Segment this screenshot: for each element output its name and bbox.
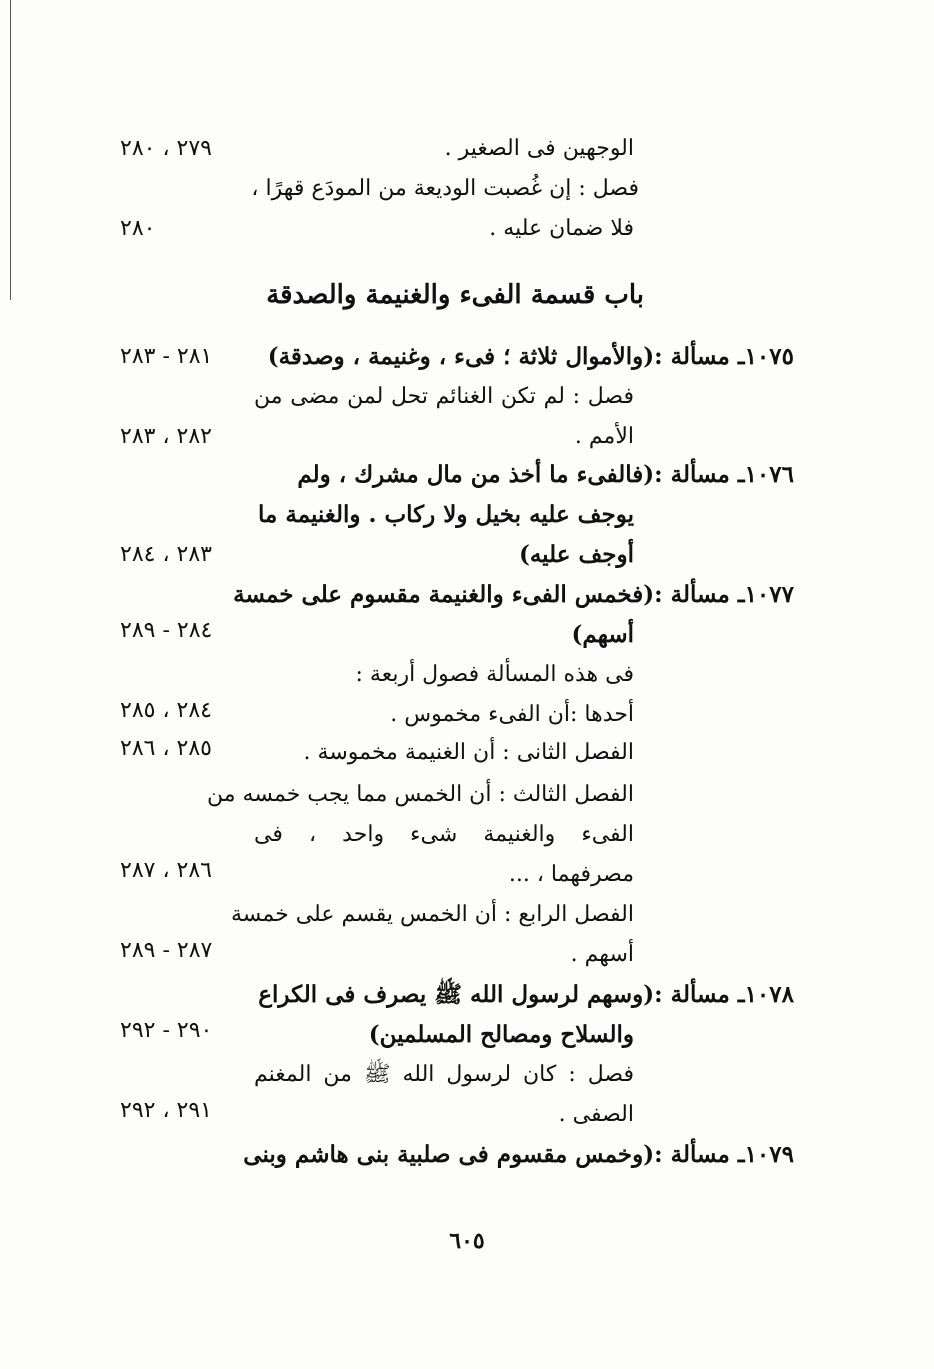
entry-line: فلا ضمان عليه . bbox=[489, 216, 634, 241]
entry-line: الفصل الرابع : أن الخمس يقسم على خمسة bbox=[230, 902, 634, 927]
entry-line: يوجف عليه بخيل ولا ركاب . والغنيمة ما bbox=[258, 501, 634, 528]
masala-text: (فالفىء ما أخذ من مال مشرك ، ولم bbox=[297, 461, 655, 488]
page-reference: ٢٨١ - ٢٨٣ bbox=[120, 344, 213, 369]
masala-number: ١٠٧٥ـ مسألة : bbox=[654, 343, 794, 370]
masala-entry bbox=[294, 456, 794, 494]
entry-line: والسلاح ومصالح المسلمين) bbox=[368, 1021, 634, 1048]
masala-text: (فخمس الفىء والغنيمة مقسوم على خمسة bbox=[233, 581, 655, 608]
masala-entry bbox=[258, 976, 794, 1014]
entry-line: الفصل الثانى : أن الغنيمة مخموسة . bbox=[303, 740, 634, 765]
masala-entry bbox=[267, 338, 794, 376]
entry-line: فى هذه المسألة فصول أربعة : bbox=[355, 662, 634, 687]
page-reference: ٢٨٢ ، ٢٨٣ bbox=[120, 424, 212, 449]
entry-line: الأمم . bbox=[574, 424, 634, 449]
masala-number: ١٠٧٩ـ مسألة : bbox=[654, 1141, 794, 1168]
page-number: ٦٠٥ bbox=[449, 1228, 485, 1254]
entry-line: فصل : كان لرسول الله ﷺ من المغنم bbox=[254, 1062, 634, 1087]
masala-number: ١٠٧٨ـ مسألة : bbox=[654, 981, 794, 1008]
page-reference: ٢٩٠ - ٢٩٢ bbox=[120, 1018, 213, 1043]
page-reference: ٢٧٩ ، ٢٨٠ bbox=[120, 136, 212, 161]
masala-number: ١٠٧٧ـ مسألة : bbox=[654, 581, 794, 608]
section-heading: باب قسمة الفىء والغنيمة والصدقة bbox=[266, 280, 644, 310]
entry-line: فصل : إن غُصبت الوديعة من المودَع قهرًا ، bbox=[251, 176, 639, 201]
entry-line: أسهم . bbox=[570, 942, 634, 967]
page-reference: ٢٩١ ، ٢٩٢ bbox=[120, 1098, 212, 1123]
scan-edge-line bbox=[10, 0, 11, 300]
entry-line: الوجهين فى الصغير . bbox=[444, 136, 634, 161]
entry-line: أحدها :أن الفىء مخموس . bbox=[390, 702, 634, 727]
masala-number: ١٠٧٦ـ مسألة : bbox=[654, 461, 794, 488]
entry-line: مصرفهما ، ... bbox=[508, 862, 634, 887]
page-reference: ٢٨٣ ، ٢٨٤ bbox=[120, 542, 212, 567]
page-reference: ٢٨٧ - ٢٨٩ bbox=[120, 938, 213, 963]
masala-entry bbox=[233, 576, 794, 614]
page-reference: ٢٨٥ ، ٢٨٦ bbox=[120, 736, 212, 761]
masala-text: (والأموال ثلاثة ؛ فىء ، وغنيمة ، وصدقة) bbox=[267, 343, 655, 370]
page-reference: ٢٨٤ ، ٢٨٥ bbox=[120, 698, 212, 723]
page-reference: ٢٨٦ ، ٢٨٧ bbox=[120, 858, 212, 883]
entry-line: الفىء والغنيمة شىء واحد ، فى bbox=[254, 822, 634, 847]
entry-line: فصل : لم تكن الغنائم تحل لمن مضى من bbox=[254, 384, 634, 409]
masala-entry bbox=[243, 1136, 794, 1174]
masala-text: (وخمس مقسوم فى صلبية بنى هاشم وبنى bbox=[243, 1141, 655, 1168]
page-reference: ٢٨٠ bbox=[120, 216, 156, 241]
entry-line: أوجف عليه) bbox=[518, 541, 634, 568]
entry-line: أسهم) bbox=[571, 621, 634, 648]
entry-line: الفصل الثالث : أن الخمس مما يجب خمسه من bbox=[207, 782, 634, 807]
entry-line: الصفى . bbox=[558, 1102, 634, 1127]
page-reference: ٢٨٤ - ٢٨٩ bbox=[120, 618, 213, 643]
masala-text: (وسهم لرسول الله ﷺ يصرف فى الكراع bbox=[258, 981, 655, 1008]
